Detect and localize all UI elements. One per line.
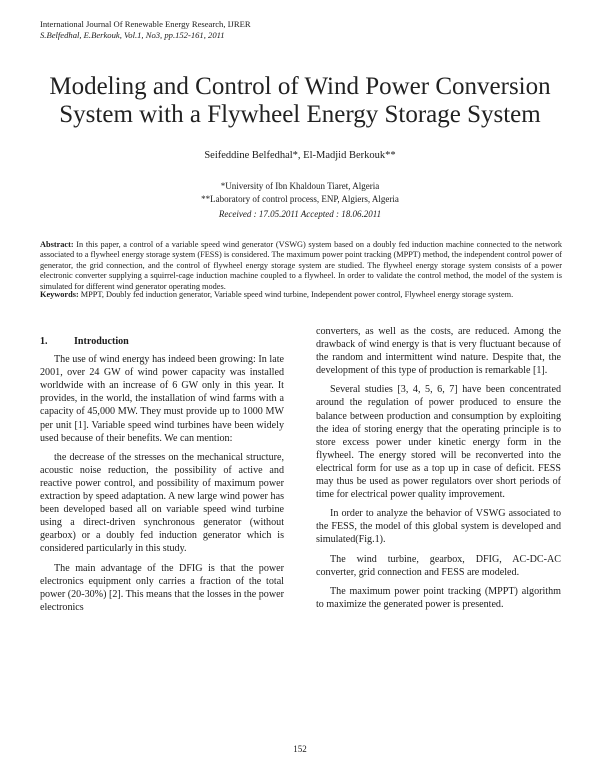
section-title: Introduction bbox=[74, 336, 129, 347]
keywords bbox=[40, 290, 562, 300]
paragraph: The use of wind energy has indeed been growing: In late 2001, over 24 GW of wind power capacity was installed worldwide with an increase of 6 GW only in this year. It provides, in the world, the installation of wind farms with a capacity of 45,000 MW. They must provide up to 1000 MW per unit [1]. Variable speed wind turbines have been widely used because of their benefits. We can mention: bbox=[40, 354, 284, 444]
paragraph: converters, as well as the costs, are reduced. Among the drawback of wind energy is that is very fluctuant because of the random and intermittent wind nature. Despite that, the development of this type of production is remarkable [1]. bbox=[316, 326, 561, 377]
journal-name: International Journal Of Renewable Energy Research, IJRER bbox=[40, 19, 251, 29]
paragraph: Several studies [3, 4, 5, 6, 7] have been concentrated around the regulation of power produced to ensure the balance between production and consumption by exploiting the idea of storing energy that the operating principle is to store excess power under kinetic energy form in the flywheel. The energy stored will be reconverted into the electrical form for use as a top up in case of deficit. FESS may thus be used as power regulators over short periods of time for electrical power quality improvement. bbox=[316, 384, 561, 501]
section-number: 1. bbox=[40, 336, 48, 347]
affiliation-1: *University of Ibn Khaldoun Tiaret, Algeria bbox=[220, 181, 380, 191]
received-accepted-dates: Received : 17.05.2011 Accepted : 18.06.2011 bbox=[218, 209, 382, 219]
column-1 bbox=[40, 335, 284, 620]
abstract-text: In this paper, a control of a variable speed wind generator (VSWG) system based on a doubly fed induction machine connected to the network associated to a flywheel energy storage system (FESS) is considered. The maximum power point tracking (MPPT) method, the independent control power of generator, the grid connection, and the control of flywheel energy storage system are studied. The flywheel energy storage system consists of a power electronic converter supplying a squirrel-cage induction machine coupled to a flywheel. In order to validate the control method, the model of the system is simulated for different wind generator operating modes. bbox=[40, 240, 562, 291]
keywords-text: MPPT, Doubly fed induction generator, Variable speed wind turbine, Independent power control, Flywheel energy storage system. bbox=[78, 290, 514, 299]
abstract-label: Abstract: bbox=[40, 240, 74, 249]
paragraph: The maximum power point tracking (MPPT) algorithm to maximize the generated power is presented. bbox=[316, 585, 561, 610]
column-left bbox=[40, 275, 284, 285]
paragraph: the decrease of the stresses on the mechanical structure, acoustic noise reduction, the possibility of active and reactive power control, and possibility of maximum power extraction by speed adaptation. A new large wind power has been developed based all on variable speed wind turbine using a direct-driven synchronous generator (without gearbox) or a doubly fed induction generator which is considered particularly in this study. bbox=[40, 451, 284, 555]
paragraph: In order to analyze the behavior of VSWG associated to the FESS, the model of this global system is developed and simulated(Fig.1). bbox=[316, 508, 561, 546]
paragraph: The wind turbine, gearbox, DFIG, AC-DC-AC converter, grid connection and FESS are modeled. bbox=[316, 553, 561, 578]
authors: Seifeddine Belfedhal*, El-Madjid Berkouk** bbox=[204, 150, 396, 161]
title-line-2: System with a Flywheel Energy Storage System bbox=[59, 101, 541, 128]
column-2 bbox=[316, 325, 561, 617]
paragraph: The main advantage of the DFIG is that the power electronics equipment only carries a fraction of the total power (20-30%) [2]. This means that the losses in the power electronics bbox=[40, 562, 284, 613]
section-heading-introduction bbox=[40, 335, 284, 348]
affiliations bbox=[0, 180, 600, 205]
page-number: 152 bbox=[293, 744, 307, 754]
keywords-label: Keywords: bbox=[40, 290, 79, 299]
citation-line: S.Belfedhal, E.Berkouk, Vol.1, No3, pp.152-161, 2011 bbox=[40, 29, 225, 40]
title-line-1: Modeling and Control of Wind Power Conversion bbox=[49, 73, 551, 100]
journal-header bbox=[40, 19, 251, 40]
affiliation-2: **Laboratory of control process, ENP, Algiers, Algeria bbox=[201, 193, 399, 204]
paper-title bbox=[30, 73, 570, 129]
